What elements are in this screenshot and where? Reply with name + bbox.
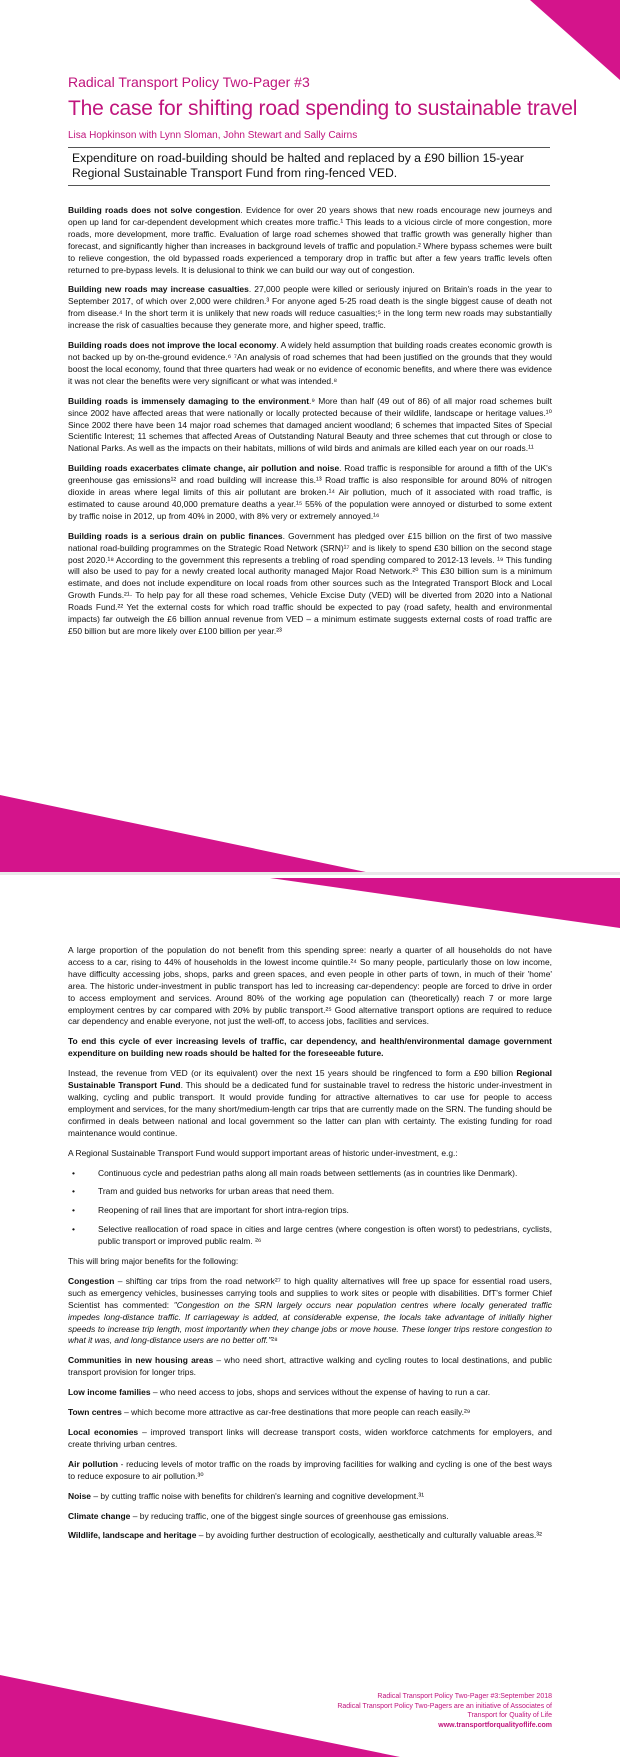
bullet-icon: •: [72, 1186, 75, 1197]
paragraph: [68, 1355, 552, 1379]
paragraph-text: – by cutting traffic noise with benefits for children's learning and cognitive development.³¹: [90, 1490, 425, 1501]
paragraph: [68, 1511, 552, 1523]
top-rule: [68, 147, 550, 148]
paragraph-text: - reducing levels of motor traffic on the roads by improving facilities for walking and cycling is one of the best ways to reduce exposure to air pollution.³⁰: [68, 1458, 552, 1481]
paragraph: [68, 1407, 552, 1419]
paragraph-text: .⁹ More than half (49 out of 86) of all major road schemes built since 2002 have affected areas that were nationally or locally protected because of their wildlife, landscape or heritage values.¹⁰ Since 2002 there have been 14 major road schemes that damaged ancient woodland; 6 schemes that impacted Sites of Special Scientific Interest; 11 schemes that affected Areas of Outstanding Natural Beauty and three schemes that cut through or close to National Parks. As well as the impacts on their habitats, millions of wild birds and animals are killed each year on our roads.¹¹: [68, 395, 552, 454]
paragraph-lead: Local economies: [68, 1427, 139, 1437]
paragraph: A Regional Sustainable Transport Fund would support important areas of historic under-investment, e.g.:: [68, 1147, 458, 1158]
fund-name: Regional Sustainable Transport Fund: [68, 1068, 552, 1091]
page-two-body: [68, 945, 552, 1550]
paragraph-text: . A widely held assumption that building roads creates economic growth is not backed up by on-the-ground evidence.⁶ ⁷An analysis of road schemes that had been justified on the grounds that they would boost the local economy, found that three quarters had weak or no evidence of economic benefits, and where there was evidence it was not clear the benefits were very significant or what was intended.⁸: [68, 340, 552, 386]
paragraph: [68, 284, 552, 332]
paragraph-lead: Low income families: [68, 1387, 151, 1398]
list-item-text: Reopening of rail lines that are important for short intra-region trips.: [98, 1205, 349, 1216]
quote: "Congestion on the SRN largely occurs near population centres where locally generated traffic impedes long-distance traffic. If carriageway is added, at considerable expense, the locals take advantage of initially higher speeds to increase trip length, most importantly when they change jobs or move house. These longer trips restore congestion to what it was, and long-distance users are no better off.": [68, 1299, 552, 1346]
paragraph: This will bring major benefits for the following:: [68, 1256, 239, 1267]
paragraph: [68, 1276, 552, 1347]
paragraph: [68, 1459, 552, 1483]
bullet-icon: •: [72, 1205, 75, 1216]
footer-line: Radical Transport Policy Two-Pager #3:September 2018: [377, 1693, 552, 1700]
paragraph-text: . Road traffic is responsible for around a fifth of the UK's greenhouse gas emissions¹² and road building will increase this.¹³ Road traffic is also responsible for around 80% of nitrogen dioxide in areas where legal limits of this air pollutant are broken.¹⁴ Air pollution, much of it associated with road traffic, is estimated to cause around 40,000 premature deaths a year.¹⁵ 55% of the population were annoyed or disturbed to some extent by traffic noise in 2012, up from 40% in 2000, with 8% very or extremely annoyed.¹⁶: [68, 463, 553, 521]
bottom-rule: [68, 185, 550, 186]
paragraph-bold: To end this cycle of ever increasing levels of traffic, car dependency, and health/environmental damage government expenditure on building new roads should be halted for the foreseeable future.: [68, 1036, 552, 1059]
list-item: [68, 1205, 552, 1217]
paragraph-text: – improved transport links will decrease transport costs, widen workforce catchments for employers, and create thriving urban centres.: [68, 1427, 552, 1449]
paragraph-lead: Congestion: [68, 1275, 115, 1286]
bottom-left-wedge: [0, 795, 620, 875]
paragraph-lead: Building roads does not solve congestion: [68, 205, 241, 215]
paragraph: [68, 463, 552, 523]
paragraph-text: . This should be a dedicated fund for sustainable travel to redress the historic under-investment in walking, cycling and public transport. It would provide funding for attractive alternatives to car use for people to access employment and services, for the many short/medium-length car trips that are currently made on the SRN. The funding should be confirmed in deals between national and local government so the latter can plan with certainty. The existing funding for road maintenance would continue.: [68, 1080, 552, 1138]
footnote-ref: ²⁸: [271, 1335, 278, 1346]
series-label: Radical Transport Policy Two-Pager #3: [68, 74, 310, 90]
paragraph: [68, 1068, 552, 1139]
paragraph: [68, 531, 552, 638]
paragraph-lead: Building roads does not improve the local economy: [68, 340, 277, 351]
footer-link[interactable]: www.transportforqualityoflife.com: [438, 1721, 552, 1729]
footer: [337, 1692, 552, 1730]
fund-list: [68, 1168, 552, 1249]
paragraph-text: – shifting car trips from the road network²⁷ to high quality alternatives will free up space for essential road users, such as emergency vehicles, businesses carrying tools and supplies to work sites or people with disabilities. DfT's former Chief Scientist has commented:: [68, 1275, 552, 1310]
paragraph-text: – which become more attractive as car-free destinations that more people can reach easily.²⁹: [121, 1407, 471, 1418]
paragraph-lead: Building roads is immensely damaging to the environment: [68, 395, 310, 406]
paragraph-text: . Evidence for over 20 years shows that new roads encourage new journeys and open up land for car-dependent development which creates more traffic.¹ This leads to a vicious circle of more congestion, more roads, more development, more traffic. Evaluation of large road schemes showed that traffic growth was generally higher than forecast, and significantly higher than increases in background levels of traffic and population.² Where bypass schemes were built to relieve congestion, the old bypassed roads experienced a temporary drop in traffic but after a few years traffic levels often returned to pre-bypass levels. It is delusional to think we can build our way out of congestion.: [68, 205, 552, 275]
paragraph-lead: Building new roads may increase casualties: [68, 284, 249, 295]
paragraph-text: . 27,000 people were killed or seriously injured on Britain's roads in the year to September 2017, of which over 2,000 were children.³ For anyone aged 5-25 road death is the single biggest cause of death not from disease.⁴ In the short term it is unlikely that new roads will reduce casualties;⁵ in the long term new roads may substantially increase the risk of casualties because they generate more, and higher speed, traffic.: [68, 284, 552, 331]
bullet-icon: •: [72, 1167, 75, 1178]
paragraph-text: . Government has pledged over £15 billion on the first of two massive national road-building programmes on the Strategic Road Network (SRN)¹⁷ and is likely to spend £30 billion on the second stage post 2020.¹⁸ According to the government this represents a trebling of road spending compared to 2012-13 levels. ¹⁹ This funding will also be used to pay for a newly created local authority managed Major Road Network.²⁰ This £30 billion sum is a minimum estimate, and does not include expenditure on local roads from other sources such as the Integrated Transport Block and Local Growth Funds.²¹· To help pay for all these road schemes, Vehicle Excise Duty (VED) will be diverted from 2020 into a National Roads Fund.²² Yet the external costs for which road traffic should be expected to pay (road safety, health and environmental impacts) far outweigh the £6 billion annual revenue from VED – a minimum estimate suggests external costs of road traffic are £50 billion but are more likely over £100 billion per year.²³: [68, 530, 553, 636]
footer-line: Transport for Quality of Life: [467, 1712, 552, 1719]
paragraph-lead: Climate change: [68, 1510, 131, 1521]
paragraph-lead: Communities in new housing areas: [68, 1355, 214, 1366]
paragraph: [68, 1491, 552, 1503]
top-right-wedge-two: [270, 878, 620, 928]
paragraph-text: – by avoiding further destruction of ecologically, aesthetically and culturally valuable areas.³²: [196, 1530, 542, 1541]
list-item: [68, 1186, 552, 1198]
page-title: The case for shifting road spending to sustainable travel: [68, 97, 578, 120]
paragraph-lead: Noise: [68, 1490, 91, 1501]
paragraph: A large proportion of the population do not benefit from this spending spree: nearly a quarter of all households do not have access to a car, rising to 44% of households in the lowest income quintile.²⁴ So many people, particularly those on low income, have difficulty accessing jobs, shops, parks and green spaces, and even people in other parts of town, in much of their 'home' area. The historic under-investment in public transport has led to increasing car-dependency: people are forced to drive in order to access employment and services. Around 80% of the working age population can (theoretically) reach 7 or more large employment centres by car compared with 20% by public transport.²⁵ Good alternative transport options are required to reduce car dependency and enable everyone, not just the well-off, to access jobs, facilities and services.: [68, 945, 552, 1027]
paragraph-text: – by reducing traffic, one of the biggest single sources of greenhouse gas emissions.: [130, 1510, 449, 1521]
paragraph-text: – who need access to jobs, shops and services without the expense of having to run a car.: [150, 1387, 491, 1398]
paragraph-lead: Building roads exacerbates climate change, air pollution and noise: [68, 463, 340, 474]
list-item: [68, 1224, 552, 1248]
footer-line: Radical Transport Policy Two-Pagers are an initiative of Associates of: [337, 1702, 552, 1710]
list-item-text: Selective reallocation of road space in cities and large centres (where congestion is often worst) to pedestrians, cyclists, public transport or improved public realm. ²⁶: [98, 1224, 552, 1247]
paragraph: [68, 396, 552, 456]
summary: Expenditure on road-building should be halted and replaced by a £90 billion 15-year Regional Sustainable Transport Fund from ring-fenced VED.: [72, 151, 524, 180]
paragraph: [68, 1427, 552, 1451]
authors: Lisa Hopkinson with Lynn Sloman, John Stewart and Sally Cairns: [68, 130, 358, 141]
paragraph: [68, 205, 552, 276]
paragraph-lead: Town centres: [68, 1407, 122, 1418]
bullet-icon: •: [72, 1224, 75, 1235]
paragraph-lead: Wildlife, landscape and heritage: [68, 1530, 197, 1541]
paragraph: [68, 1387, 552, 1399]
paragraph-text: Instead, the revenue from VED (or its equivalent) over the next 15 years should be ringfenced to form a £90 billion: [68, 1068, 517, 1079]
paragraph-lead: Air pollution: [68, 1458, 118, 1469]
page-one: [0, 0, 620, 875]
paragraph: [68, 340, 552, 388]
paragraph: [68, 1530, 552, 1542]
page-one-body: [68, 205, 552, 646]
list-item: [68, 1168, 552, 1180]
list-item-text: Tram and guided bus networks for urban areas that need them.: [98, 1186, 335, 1197]
list-item-text: Continuous cycle and pedestrian paths along all main roads between settlements (as in countries like Denmark).: [98, 1167, 518, 1178]
paragraph-text: – who need short, attractive walking and cycling routes to local destinations, and public transport provision for longer trips.: [68, 1355, 552, 1378]
top-right-wedge: [530, 0, 620, 80]
paragraph-lead: Building roads is a serious drain on public finances: [68, 530, 283, 541]
